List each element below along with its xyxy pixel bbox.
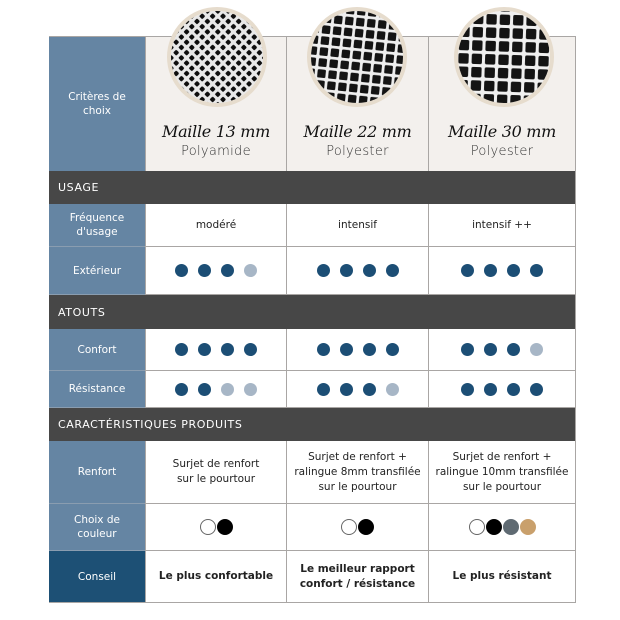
color-swatch-icon [469, 519, 485, 535]
rating-dot-filled-icon [175, 383, 188, 396]
rating-dot-filled-icon [461, 343, 474, 356]
rating-dot-filled-icon [530, 264, 543, 277]
conseil-value: Le plus résistant [428, 551, 575, 602]
rating-dots [461, 343, 543, 356]
confort-rating [286, 329, 428, 371]
resistance-rating [145, 371, 286, 408]
exterieur-rating [145, 247, 286, 295]
rating-dots [317, 383, 399, 396]
row-frequence [49, 204, 575, 247]
rating-dot-filled-icon [198, 343, 211, 356]
frequence-value: intensif ++ [428, 204, 575, 247]
color-swatches [200, 519, 233, 535]
product-title: Maille 13 mm [161, 122, 271, 141]
color-swatch-icon [503, 519, 519, 535]
conseil-value: Le plus confortable [145, 551, 286, 602]
criteria-label [49, 37, 145, 171]
product-title: Maille 30 mm [447, 122, 557, 141]
rating-dot-filled-icon [386, 264, 399, 277]
color-swatches [469, 519, 536, 535]
rating-dot-filled-icon [175, 264, 188, 277]
rating-dot-filled-icon [198, 383, 211, 396]
color-choices [286, 504, 428, 551]
row-confort [49, 329, 575, 371]
conseil-value: Le meilleur rapport confort / résistance [286, 551, 428, 602]
row-resistance [49, 371, 575, 408]
row-label-confort: Confort [49, 329, 145, 371]
product-material: Polyamide [181, 144, 251, 159]
color-swatch-icon [520, 519, 536, 535]
rating-dot-empty-icon [530, 343, 543, 356]
rating-dot-empty-icon [221, 383, 234, 396]
product-material: Polyester [470, 144, 534, 159]
rating-dot-filled-icon [175, 343, 188, 356]
renfort-value: Surjet de renfort + ralingue 10mm transfilée sur le pourtour [428, 441, 575, 504]
rating-dot-filled-icon [198, 264, 211, 277]
rating-dot-filled-icon [221, 343, 234, 356]
section-atouts: ATOUTS [49, 295, 575, 329]
comparison-table [49, 36, 576, 603]
rating-dot-filled-icon [340, 383, 353, 396]
row-label-frequence: Fréquence d'usage [49, 204, 145, 247]
rating-dot-filled-icon [221, 264, 234, 277]
rating-dot-filled-icon [317, 343, 330, 356]
rating-dot-filled-icon [507, 264, 520, 277]
rating-dot-filled-icon [484, 264, 497, 277]
header-row [49, 36, 575, 171]
section-usage: USAGE [49, 171, 575, 204]
row-exterieur [49, 247, 575, 295]
product-title: Maille 22 mm [303, 122, 412, 141]
color-swatch-icon [486, 519, 502, 535]
rating-dot-filled-icon [363, 343, 376, 356]
rating-dots [175, 264, 257, 277]
rating-dot-filled-icon [340, 343, 353, 356]
rating-dot-filled-icon [461, 264, 474, 277]
color-swatches [341, 519, 374, 535]
mesh-22mm-icon [307, 7, 407, 107]
color-swatch-icon [217, 519, 233, 535]
rating-dots [461, 264, 543, 277]
rating-dot-filled-icon [507, 383, 520, 396]
section-caracteristiques: CARACTÉRISTIQUES PRODUITS [49, 408, 575, 441]
rating-dot-filled-icon [507, 343, 520, 356]
frequence-value: intensif [286, 204, 428, 247]
rating-dot-filled-icon [244, 343, 257, 356]
color-swatch-icon [341, 519, 357, 535]
row-conseil [49, 551, 575, 602]
row-label-renfort: Renfort [49, 441, 145, 504]
rating-dot-filled-icon [530, 383, 543, 396]
rating-dot-filled-icon [461, 383, 474, 396]
row-label-conseil: Conseil [49, 551, 145, 602]
criteria-label-text: Critères de choix [68, 91, 126, 117]
rating-dot-filled-icon [317, 264, 330, 277]
color-choices [145, 504, 286, 551]
color-choices [428, 504, 575, 551]
rating-dots [175, 343, 257, 356]
mesh-13mm-icon [167, 7, 267, 107]
row-label-exterieur: Extérieur [49, 247, 145, 295]
mesh-30mm-icon [454, 7, 554, 107]
exterieur-rating [428, 247, 575, 295]
row-label-couleur: Choix de couleur [49, 504, 145, 551]
renfort-value: Surjet de renfort sur le pourtour [145, 441, 286, 504]
frequence-value: modéré [145, 204, 286, 247]
row-label-resistance: Résistance [49, 371, 145, 408]
rating-dot-empty-icon [244, 264, 257, 277]
rating-dots [175, 383, 257, 396]
rating-dot-filled-icon [484, 383, 497, 396]
color-swatch-icon [358, 519, 374, 535]
renfort-value: Surjet de renfort + ralingue 8mm transfilée sur le pourtour [286, 441, 428, 504]
rating-dot-filled-icon [484, 343, 497, 356]
color-swatch-icon [200, 519, 216, 535]
confort-rating [145, 329, 286, 371]
resistance-rating [428, 371, 575, 408]
rating-dot-filled-icon [363, 264, 376, 277]
rating-dot-filled-icon [386, 343, 399, 356]
confort-rating [428, 329, 575, 371]
rating-dot-empty-icon [386, 383, 399, 396]
rating-dot-filled-icon [363, 383, 376, 396]
rating-dots [317, 343, 399, 356]
rating-dot-filled-icon [317, 383, 330, 396]
exterieur-rating [286, 247, 428, 295]
resistance-rating [286, 371, 428, 408]
row-couleur [49, 504, 575, 551]
rating-dot-empty-icon [244, 383, 257, 396]
rating-dots [317, 264, 399, 277]
rating-dot-filled-icon [340, 264, 353, 277]
product-material: Polyester [326, 144, 389, 159]
rating-dots [461, 383, 543, 396]
row-renfort [49, 441, 575, 504]
